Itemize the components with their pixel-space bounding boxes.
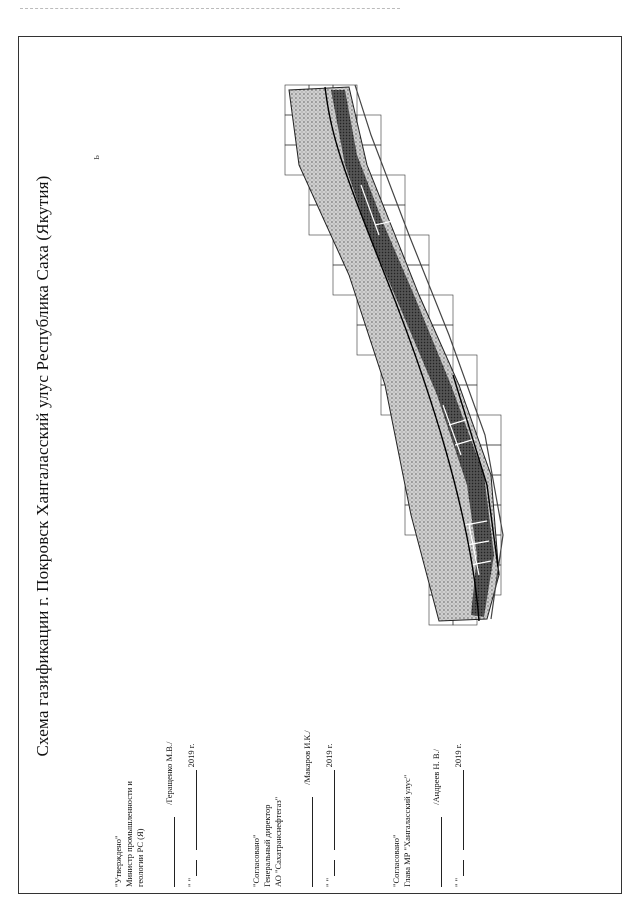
signature-blank (174, 817, 175, 887)
day-blank (196, 860, 197, 876)
gasification-map (99, 75, 599, 635)
approval-position-line: Министр промышленности и (124, 781, 134, 887)
approval-block-3 (391, 667, 467, 887)
signer-name: /Геращенко М.В./ (164, 741, 174, 805)
signer-name: /Макаров И.К./ (302, 730, 312, 785)
approval-position-line: геологии РС (Я) (135, 828, 145, 887)
signature-row (164, 667, 178, 887)
rotated-sheet (19, 37, 623, 895)
signer-name: /Андреев Н. В./ (431, 749, 441, 805)
approval-position-line: АО "Сахатранснефтегаз" (273, 796, 283, 887)
day-blank (463, 860, 464, 876)
day-blank (334, 860, 335, 876)
date-row (324, 667, 338, 887)
month-blank (196, 770, 197, 850)
approval-position-line: Глава МР "Хангаласский улус" (402, 774, 412, 887)
month-blank (463, 770, 464, 850)
approval-block-2 (251, 667, 338, 887)
signature-row (302, 667, 316, 887)
date-quote: " " (453, 877, 463, 887)
approval-status: "Согласовано" (251, 834, 261, 887)
date-row (186, 667, 200, 887)
signature-blank (312, 797, 313, 887)
approval-position-line: Генеральный директор (262, 804, 272, 887)
approval-status: "Согласовано" (391, 834, 401, 887)
date-quote: " " (186, 877, 196, 887)
year: 2019 г. (186, 743, 196, 768)
date-quote: " " (324, 877, 334, 887)
signature-blank (441, 817, 442, 887)
small-mark: ь (91, 155, 102, 160)
month-blank (334, 770, 335, 850)
document-frame (18, 36, 622, 894)
approval-status: "Утверждено" (113, 835, 123, 887)
year: 2019 г. (324, 743, 334, 768)
document-title: Схема газификации г. Покровск Хангаласский улус Республика Саха (Якутия) (33, 175, 52, 757)
top-dashed-line (20, 8, 400, 9)
year: 2019 г. (453, 743, 463, 768)
date-row (453, 667, 467, 887)
approval-block-1 (113, 667, 200, 887)
signature-row (431, 667, 445, 887)
